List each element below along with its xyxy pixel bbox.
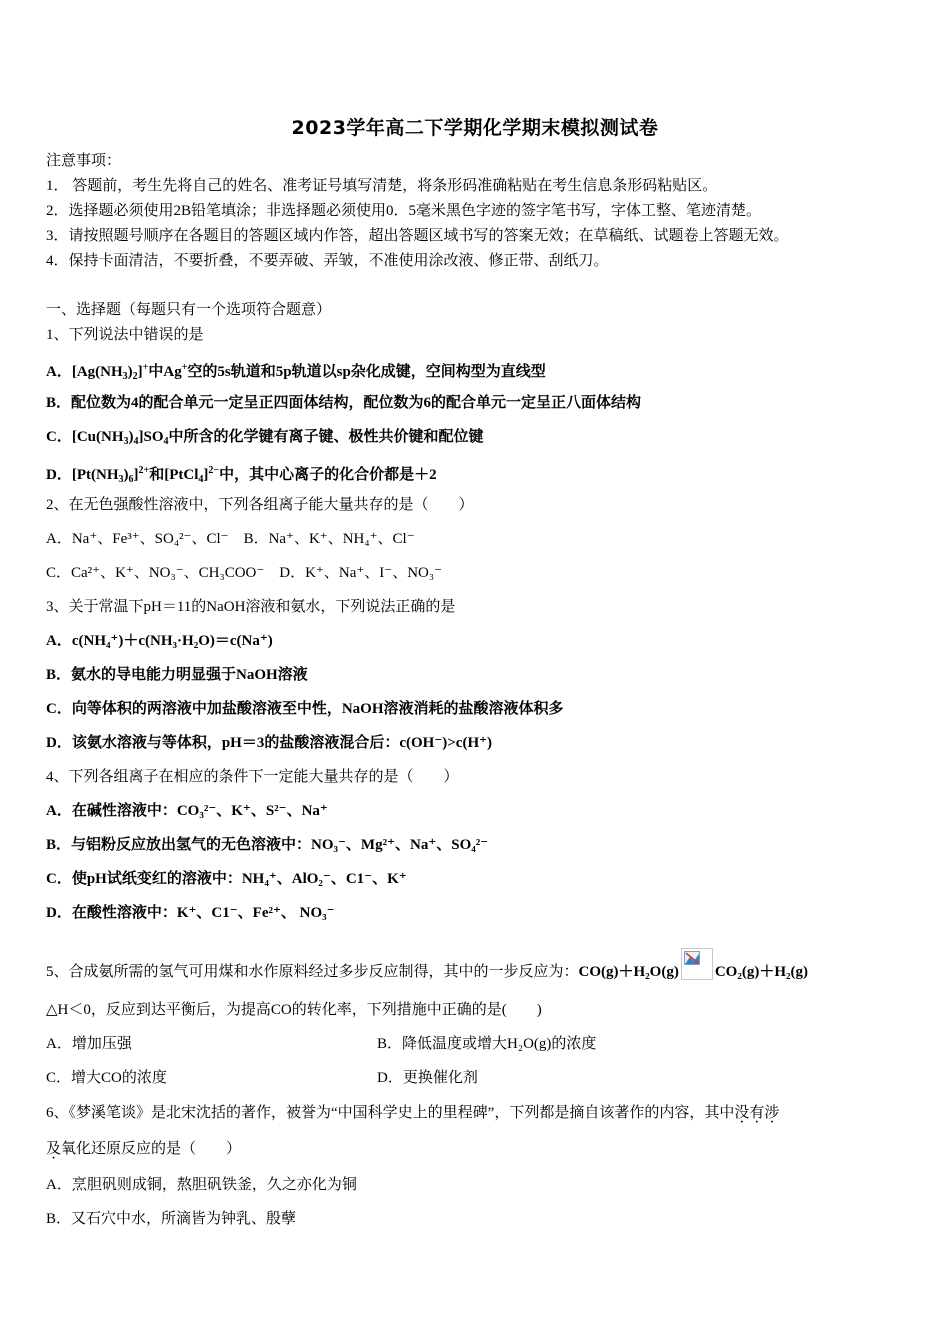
q5-options-ab (46, 1034, 906, 1054)
q5-option-b: B．降低温度或增大H₂O(g)的浓度 (377, 1036, 597, 1052)
q5-option-d: D．更换催化剂 (377, 1070, 478, 1086)
q4-option-b: B．与铝粉反应放出氢气的无色溶液中：NO₃⁻、Mg²⁺、Na⁺、SO₄²⁻ (46, 837, 489, 853)
q2-options-cd: C．Ca²⁺、K⁺、NO₃⁻、CH₃COO⁻ D．K⁺、Na⁺、I⁻、NO₃⁻ (46, 565, 443, 581)
q5-stem: 5、合成氨所需的氢气可用煤和水作原料经过多步反应制得，其中的一步反应为：CO(g)＋H₂O(g) CO₂(g)＋H₂(g) (46, 948, 906, 982)
q5-stem-2: △H＜0，反应到达平衡后，为提高CO的转化率，下列措施中正确的是( ) (46, 1002, 542, 1018)
q2-options-ab: A．Na⁺、Fe³⁺、SO₄²⁻、Cl⁻ B．Na⁺、K⁺、NH₄⁺、Cl⁻ (46, 531, 415, 547)
notice-item-4: 4．保持卡面清洁，不要折叠，不要弄破、弄皱，不准使用涂改液、修正带、刮纸刀。 (46, 253, 609, 269)
notice-heading: 注意事项： (46, 153, 122, 169)
notice-item-1: 1． 答题前，考生先将自己的姓名、准考证号填写清楚，将条形码准确粘贴在考生信息条形码粘贴区。 (46, 178, 718, 194)
q2-stem: 2、在无色强酸性溶液中，下列各组离子能大量共存的是（ ） (46, 497, 474, 513)
q3-option-b: B．氨水的导电能力明显强于NaOH溶液 (46, 667, 308, 683)
q1-option-a: A．$[Ag(NH_3)_2]^+$中Ag+空的5s轨道和5p轨道以sp杂化成键，空间构型为直线型 (46, 362, 546, 382)
q1-option-d: D．$[Pt(NH_3)_6]^{2+}$和[PtCl$_4$]$^{2-}$中，其中心离子的化合价都是＋2 (46, 465, 437, 485)
q1-option-b: B．配位数为4的配合单元一定呈正四面体结构，配位数为6的配合单元一定呈正八面体结构 (46, 395, 642, 411)
q3-option-a: A．c(NH₄⁺)＋c(NH₃·H₂O)＝c(Na⁺) (46, 633, 273, 649)
section-heading: 一、选择题（每题只有一个选项符合题意） (46, 302, 332, 318)
q3-stem: 3、关于常温下pH＝11的NaOH溶液和氨水，下列说法正确的是 (46, 599, 456, 615)
q6-stem: 6、《梦溪笔谈》是北宋沈括的著作，被誉为“中国科学史上的里程碑”，下列都是摘自该著作的内容，其中没有涉 (46, 1105, 780, 1121)
q4-option-d: D．在酸性溶液中：K⁺、C1⁻、Fe²⁺、 NO₃⁻ (46, 905, 335, 921)
q5-option-a: A．增加压强 (46, 1036, 132, 1052)
q3-option-d: D．该氨水溶液与等体积，pH＝3的盐酸溶液混合后：c(OH⁻)>c(H⁺) (46, 735, 493, 751)
q4-stem: 4、下列各组离子在相应的条件下一定能大量共存的是（ ） (46, 769, 459, 785)
q5-options-cd (46, 1068, 906, 1088)
q6-stem-2: 及氧化还原反应的是（ ） (46, 1141, 242, 1157)
q1-stem: 1、下列说法中错误的是 (46, 327, 204, 343)
q6-option-b: B．又石穴中水，所滴皆为钟乳、殷孽 (46, 1211, 297, 1227)
notice-item-2: 2．选择题必须使用2B铅笔填涂；非选择题必须使用0．5毫米黑色字迹的签字笔书写，字体工整、笔迹清楚。 (46, 203, 762, 219)
q3-option-c: C．向等体积的两溶液中加盐酸溶液至中性，NaOH溶液消耗的盐酸溶液体积多 (46, 701, 564, 717)
q6-option-a: A．烹胆矾则成铜，熬胆矾铁釜，久之亦化为铜 (46, 1177, 357, 1193)
notice-item-3: 3．请按照题号顺序在各题目的答题区域内作答，超出答题区域书写的答案无效；在草稿纸、试题卷上答题无效。 (46, 228, 789, 244)
q1-option-c: C．$[Cu(NH_3)_4]SO_4$中所含的化学键有离子键、极性共价键和配位键 (46, 429, 484, 447)
q5-option-c: C．增大CO的浓度 (46, 1070, 167, 1086)
broken-image-icon (681, 948, 713, 980)
q4-option-c: C．使pH试纸变红的溶液中：NH₄⁺、AlO₂⁻、C1⁻、K⁺ (46, 871, 407, 887)
page-title: 2023学年高二下学期化学期末模拟测试卷 (291, 117, 659, 139)
q4-option-a: A．在碱性溶液中：CO₃²⁻、K⁺、S²⁻、Na⁺ (46, 803, 328, 819)
